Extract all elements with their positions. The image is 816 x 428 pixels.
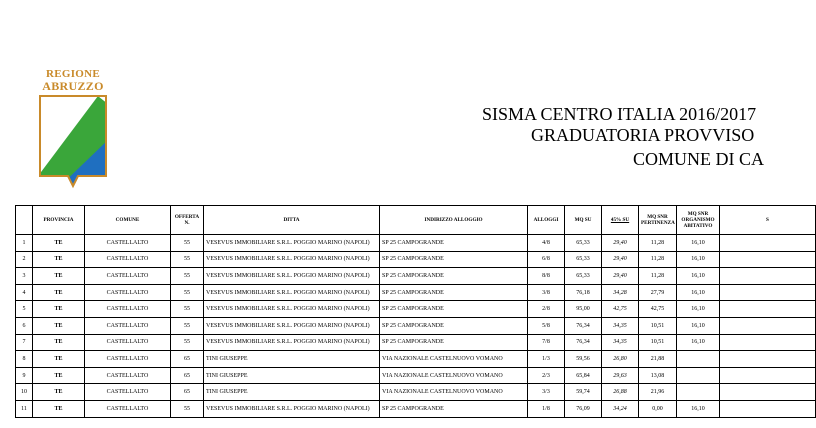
cell-ditta: VESEVUS IMMOBILIARE S.R.L. POGGIO MARINO (NAPOLI) xyxy=(204,301,380,318)
col-header-ditta: DITTA xyxy=(204,206,380,235)
cell-offerta: 55 xyxy=(171,317,204,334)
cell-index: 11 xyxy=(16,400,33,417)
cell-index: 5 xyxy=(16,301,33,318)
cell-alloggi: 5/8 xyxy=(528,317,565,334)
cell-offerta: 55 xyxy=(171,301,204,318)
cell-comune: CASTELLALTO xyxy=(85,268,171,285)
cell-indirizzo: VIA NAZIONALE CASTELNUOVO VOMANO xyxy=(380,384,528,401)
cell-ditta: TINI GIUSEPPE xyxy=(204,367,380,384)
cell-45-su: 29,63 xyxy=(602,367,639,384)
cell-indirizzo: VIA NAZIONALE CASTELNUOVO VOMANO xyxy=(380,367,528,384)
cell-45-su: 34,24 xyxy=(602,400,639,417)
cell-45-su: 29,40 xyxy=(602,235,639,252)
cell-mq-su: 76,09 xyxy=(565,400,602,417)
cell-provincia: TE xyxy=(33,284,85,301)
cell-alloggi: 6/8 xyxy=(528,251,565,268)
cell-mq-snr-organismo: 16,10 xyxy=(677,317,720,334)
cell-index: 2 xyxy=(16,251,33,268)
cell-mq-snr-pertinenza: 42,75 xyxy=(639,301,677,318)
graduatoria-table xyxy=(15,205,816,418)
cell-alloggi: 1/8 xyxy=(528,400,565,417)
cell-s xyxy=(720,317,816,334)
cell-s xyxy=(720,367,816,384)
cell-comune: CASTELLALTO xyxy=(85,251,171,268)
cell-index: 10 xyxy=(16,384,33,401)
col-header-mq-snr-organismo: MQ SNR ORGANISMO ABITATIVO xyxy=(677,206,720,235)
col-header-alloggi: ALLOGGI xyxy=(528,206,565,235)
cell-mq-snr-organismo xyxy=(677,351,720,368)
table-row xyxy=(16,301,816,318)
cell-provincia: TE xyxy=(33,317,85,334)
col-header-mq-snr-pertinenza: MQ SNR PERTINENZA xyxy=(639,206,677,235)
cell-provincia: TE xyxy=(33,301,85,318)
cell-mq-snr-pertinenza: 10,51 xyxy=(639,317,677,334)
cell-ditta: VESEVUS IMMOBILIARE S.R.L. POGGIO MARINO (NAPOLI) xyxy=(204,235,380,252)
cell-s xyxy=(720,351,816,368)
cell-mq-su: 59,56 xyxy=(565,351,602,368)
cell-mq-su: 59,74 xyxy=(565,384,602,401)
col-header-offerta: OFFERTA N. xyxy=(171,206,204,235)
table-body xyxy=(16,235,816,418)
cell-index: 7 xyxy=(16,334,33,351)
table-row xyxy=(16,351,816,368)
cell-comune: CASTELLALTO xyxy=(85,367,171,384)
table-row xyxy=(16,334,816,351)
cell-offerta: 55 xyxy=(171,251,204,268)
cell-indirizzo: SP 25 CAMPOGRANDE xyxy=(380,284,528,301)
cell-ditta: TINI GIUSEPPE xyxy=(204,384,380,401)
cell-45-su: 42,75 xyxy=(602,301,639,318)
cell-offerta: 55 xyxy=(171,284,204,301)
table-header-row xyxy=(16,206,816,235)
cell-s xyxy=(720,334,816,351)
cell-mq-snr-pertinenza: 13,08 xyxy=(639,367,677,384)
cell-ditta: VESEVUS IMMOBILIARE S.R.L. POGGIO MARINO (NAPOLI) xyxy=(204,334,380,351)
table-row xyxy=(16,251,816,268)
document-comune-heading: COMUNE DI CA xyxy=(633,149,765,169)
cell-ditta: VESEVUS IMMOBILIARE S.R.L. POGGIO MARINO (NAPOLI) xyxy=(204,400,380,417)
cell-mq-snr-pertinenza: 11,28 xyxy=(639,268,677,285)
cell-mq-snr-organismo: 16,10 xyxy=(677,268,720,285)
cell-alloggi: 3/8 xyxy=(528,284,565,301)
cell-mq-su: 65,33 xyxy=(565,251,602,268)
cell-ditta: VESEVUS IMMOBILIARE S.R.L. POGGIO MARINO (NAPOLI) xyxy=(204,317,380,334)
cell-index: 8 xyxy=(16,351,33,368)
cell-s xyxy=(720,301,816,318)
table-row xyxy=(16,268,816,285)
cell-mq-snr-pertinenza: 21,96 xyxy=(639,384,677,401)
cell-index: 4 xyxy=(16,284,33,301)
cell-mq-snr-pertinenza: 21,88 xyxy=(639,351,677,368)
cell-comune: CASTELLALTO xyxy=(85,284,171,301)
table-row xyxy=(16,235,816,252)
cell-comune: CASTELLALTO xyxy=(85,301,171,318)
cell-provincia: TE xyxy=(33,384,85,401)
cell-ditta: VESEVUS IMMOBILIARE S.R.L. POGGIO MARINO (NAPOLI) xyxy=(204,251,380,268)
cell-mq-su: 65,33 xyxy=(565,268,602,285)
cell-indirizzo: VIA NAZIONALE CASTELNUOVO VOMANO xyxy=(380,351,528,368)
cell-45-su: 34,35 xyxy=(602,317,639,334)
cell-s xyxy=(720,384,816,401)
cell-mq-su: 76,34 xyxy=(565,334,602,351)
table-row xyxy=(16,384,816,401)
cell-s xyxy=(720,400,816,417)
cell-mq-su: 95,00 xyxy=(565,301,602,318)
cell-s xyxy=(720,284,816,301)
cell-index: 9 xyxy=(16,367,33,384)
cell-comune: CASTELLALTO xyxy=(85,400,171,417)
cell-45-su: 26,88 xyxy=(602,384,639,401)
cell-indirizzo: SP 25 CAMPOGRANDE xyxy=(380,334,528,351)
cell-offerta: 65 xyxy=(171,351,204,368)
cell-offerta: 55 xyxy=(171,400,204,417)
cell-mq-su: 76,34 xyxy=(565,317,602,334)
cell-indirizzo: SP 25 CAMPOGRANDE xyxy=(380,301,528,318)
cell-alloggi: 8/8 xyxy=(528,268,565,285)
cell-ditta: VESEVUS IMMOBILIARE S.R.L. POGGIO MARINO (NAPOLI) xyxy=(204,268,380,285)
cell-alloggi: 1/3 xyxy=(528,351,565,368)
cell-alloggi: 2/3 xyxy=(528,367,565,384)
cell-indirizzo: SP 25 CAMPOGRANDE xyxy=(380,317,528,334)
cell-45-su: 26,80 xyxy=(602,351,639,368)
cell-index: 6 xyxy=(16,317,33,334)
cell-offerta: 55 xyxy=(171,235,204,252)
cell-45-su: 29,40 xyxy=(602,251,639,268)
cell-comune: CASTELLALTO xyxy=(85,235,171,252)
cell-s xyxy=(720,235,816,252)
abruzzo-shield-icon xyxy=(38,94,108,190)
cell-comune: CASTELLALTO xyxy=(85,384,171,401)
cell-ditta: TINI GIUSEPPE xyxy=(204,351,380,368)
cell-mq-snr-organismo: 16,10 xyxy=(677,334,720,351)
cell-mq-snr-pertinenza: 0,00 xyxy=(639,400,677,417)
cell-provincia: TE xyxy=(33,251,85,268)
cell-alloggi: 4/8 xyxy=(528,235,565,252)
cell-alloggi: 3/3 xyxy=(528,384,565,401)
regione-abruzzo-logo xyxy=(34,66,112,190)
table-row xyxy=(16,400,816,417)
cell-offerta: 55 xyxy=(171,334,204,351)
cell-offerta: 65 xyxy=(171,367,204,384)
cell-indirizzo: SP 25 CAMPOGRANDE xyxy=(380,251,528,268)
cell-provincia: TE xyxy=(33,400,85,417)
cell-mq-snr-pertinenza: 11,28 xyxy=(639,235,677,252)
table-row xyxy=(16,317,816,334)
cell-index: 1 xyxy=(16,235,33,252)
col-header-45-su: 45% SU xyxy=(602,206,639,235)
cell-indirizzo: SP 25 CAMPOGRANDE xyxy=(380,235,528,252)
cell-45-su: 34,35 xyxy=(602,334,639,351)
cell-mq-su: 76,18 xyxy=(565,284,602,301)
cell-45-su: 29,40 xyxy=(602,268,639,285)
col-header-indirizzo: INDIRIZZO ALLOGGIO xyxy=(380,206,528,235)
table-row xyxy=(16,284,816,301)
cell-45-su: 34,28 xyxy=(602,284,639,301)
cell-s xyxy=(720,268,816,285)
cell-provincia: TE xyxy=(33,268,85,285)
cell-mq-snr-organismo xyxy=(677,367,720,384)
cell-mq-snr-organismo xyxy=(677,384,720,401)
cell-provincia: TE xyxy=(33,334,85,351)
cell-comune: CASTELLALTO xyxy=(85,351,171,368)
cell-mq-snr-organismo: 16,10 xyxy=(677,301,720,318)
cell-offerta: 65 xyxy=(171,384,204,401)
cell-mq-su: 65,33 xyxy=(565,235,602,252)
cell-mq-su: 65,84 xyxy=(565,367,602,384)
cell-alloggi: 7/8 xyxy=(528,334,565,351)
col-header-index xyxy=(16,206,33,235)
col-header-comune: COMUNE xyxy=(85,206,171,235)
logo-text-regione: REGIONE xyxy=(45,68,101,80)
logo-text-abruzzo: ABRUZZO xyxy=(42,79,104,93)
col-header-mq-su: MQ SU xyxy=(565,206,602,235)
cell-provincia: TE xyxy=(33,235,85,252)
table-row xyxy=(16,367,816,384)
cell-mq-snr-organismo: 16,10 xyxy=(677,251,720,268)
cell-provincia: TE xyxy=(33,351,85,368)
cell-mq-snr-organismo: 16,10 xyxy=(677,235,720,252)
cell-mq-snr-pertinenza: 10,51 xyxy=(639,334,677,351)
cell-mq-snr-pertinenza: 27,79 xyxy=(639,284,677,301)
cell-mq-snr-organismo: 16,10 xyxy=(677,400,720,417)
document-title: SISMA CENTRO ITALIA 2016/2017 xyxy=(482,104,757,124)
cell-s xyxy=(720,251,816,268)
cell-comune: CASTELLALTO xyxy=(85,334,171,351)
cell-indirizzo: SP 25 CAMPOGRANDE xyxy=(380,400,528,417)
cell-provincia: TE xyxy=(33,367,85,384)
document-subtitle: GRADUATORIA PROVVISO xyxy=(531,125,755,145)
cell-alloggi: 2/8 xyxy=(528,301,565,318)
cell-offerta: 55 xyxy=(171,268,204,285)
cell-mq-snr-organismo: 16,10 xyxy=(677,284,720,301)
cell-index: 3 xyxy=(16,268,33,285)
cell-ditta: VESEVUS IMMOBILIARE S.R.L. POGGIO MARINO (NAPOLI) xyxy=(204,284,380,301)
col-header-provincia: PROVINCIA xyxy=(33,206,85,235)
col-header-s: S xyxy=(720,206,816,235)
cell-indirizzo: SP 25 CAMPOGRANDE xyxy=(380,268,528,285)
cell-comune: CASTELLALTO xyxy=(85,317,171,334)
cell-mq-snr-pertinenza: 11,28 xyxy=(639,251,677,268)
